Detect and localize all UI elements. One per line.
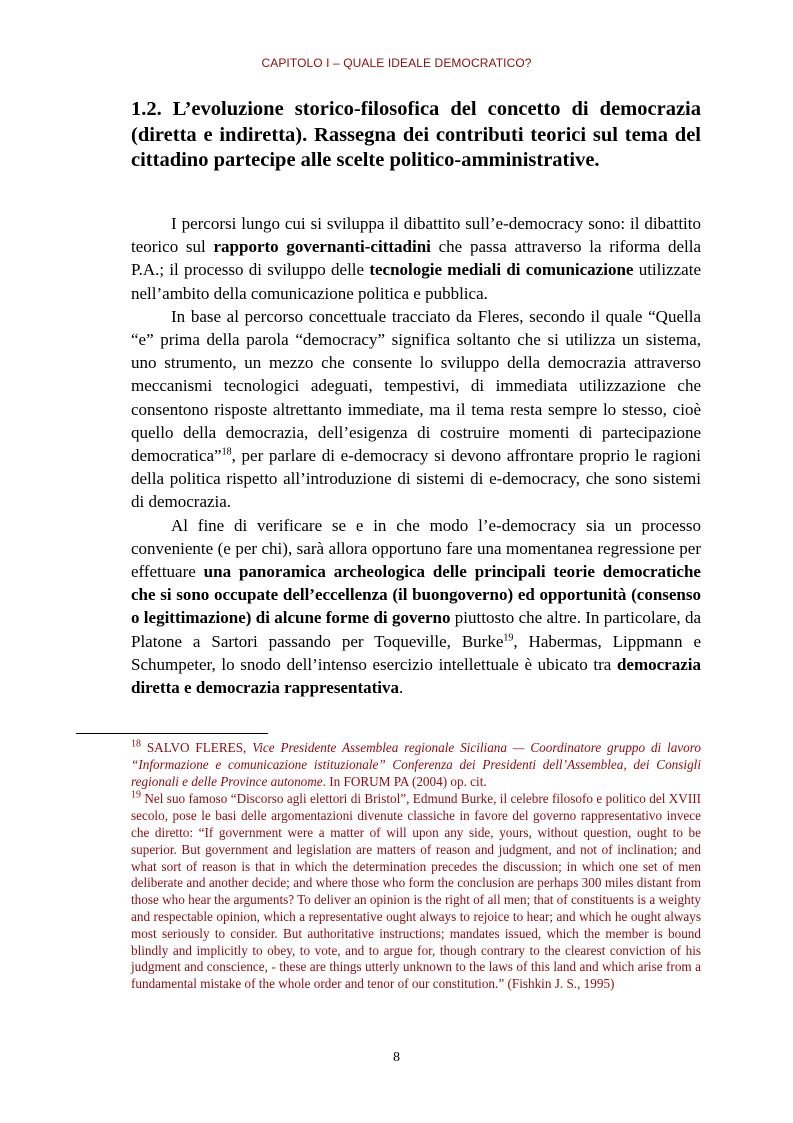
text-run: . In FORUM PA (2004) op. cit. xyxy=(322,773,487,789)
text-run: utilizzate nell’ambito della comunicazione politica e pubblica. xyxy=(131,260,701,303)
text-run: Nel suo famoso “Discorso agli elettori di Bristol”, Edmund Burke, il celebre filosofo e politico del XVIII secolo, pose le basi delle argomentazioni divenute classiche in favore del governo rappresentativo invece che diretto: “If government were a matter of will upon any side, yours, without question, ought to be superior. But government and legislation are matters of reason and judgment, and not of inclination; and what sort of reason is that in which the determination precedes the discussion; in which one set of men deliberate and another decide; and where those who form the conclusion are perhaps 300 miles distant from those who hear the arguments? To deliver an opinion is the right of all men; that of constituents is a weighty and respectable opinion, which a representative ought always to rejoice to hear; and which he ought always most seriously to consider. But authoritative instructions; mandates issued, which the member is bound blindly and implicitly to obey, to vote, and to argue for, though contrary to the clearest conviction of his judgment and conscience, - these are things utterly unknown to the laws of this land and which arise from a fundamental mistake of the whole order and tenor of our constitution.” (Fishkin J. S., 1995) xyxy=(131,791,701,992)
footnote-number: 18 xyxy=(131,738,141,750)
text-run: . xyxy=(399,678,404,698)
footnote-separator xyxy=(76,733,268,734)
bold-run: una panoramica archeologica delle principali teorie democratiche che si sono occupate dell’eccellenza (il buongoverno) ed opportunità (consenso o legittimazione) di alcune forme di governo xyxy=(131,562,701,628)
body-text xyxy=(131,212,701,699)
bold-run: democrazia diretta e democrazia rappresentativa xyxy=(131,654,701,698)
paragraph-1 xyxy=(131,212,701,305)
page-number: 8 xyxy=(393,1050,400,1065)
text-run: piuttosto che altre. In particolare, da Platone a Sartori passando per Toqueville, Burke xyxy=(131,608,701,651)
text-run: In base al percorso concettuale tracciato da Fleres, secondo il quale “Quella “e” prima della parola “democracy” significa soltanto che si utilizza un sistema, uno strumento, un mezzo che consente lo sviluppo della democrazia attraverso meccanismi tecnologici adeguati, tempestivi, di immediata utilizzazione che consentono risposte altrettanto immediate, ma il tema resta sempre lo stesso, cioè quello della democrazia, dell’esigenza di costruire momenti di partecipazione democratica” xyxy=(131,306,701,466)
text-run: che passa attraverso la riforma della P.A.; il processo di sviluppo delle xyxy=(131,237,701,280)
text-run: SALVO FLERES, xyxy=(141,740,253,755)
text-run: , Habermas, Lippmann e Schumpeter, lo snodo dell’intenso esercizio intellettuale è ubicato tra xyxy=(131,631,702,674)
paragraph-3 xyxy=(131,514,701,700)
bold-run: rapporto governanti-cittadini xyxy=(213,237,431,257)
footnote-ref-18[interactable]: 18 xyxy=(221,446,232,458)
paragraph-2 xyxy=(131,305,701,514)
footnote-19 xyxy=(131,791,701,993)
footnotes xyxy=(131,740,701,993)
footnote-number: 19 xyxy=(131,790,141,801)
footnote-18 xyxy=(131,740,701,790)
running-header: CAPITOLO I – QUALE IDEALE DEMOCRATICO? xyxy=(261,56,532,70)
italic-run: Vice Presidente Assemblea regionale Siciliana — Coordinatore gruppo di lavoro “Informazione e comunicazione istituzionale” Conferenza dei Presidenti dell’Assemblea, dei Consigli regionali e delle Province autonome xyxy=(131,740,701,789)
footnote-ref-19[interactable]: 19 xyxy=(503,632,514,643)
text-run: I percorsi lungo cui si sviluppa il dibattito sull’e-democracy sono: il dibattito teorico sul xyxy=(131,214,701,257)
text-run: , per parlare di e-democracy si devono affrontare proprio le ragioni della politica rispetto all’introduzione di sistemi di e-democracy, che sono sistemi di democrazia. xyxy=(131,446,701,512)
bold-run: tecnologie mediali di comunicazione xyxy=(369,260,634,280)
section-title: 1.2. L’evoluzione storico-filosofica del concetto di democrazia (diretta e indiretta). Rassegna dei contributi teorici sul tema del cittadino partecipe alle scelte politico-amministrative. xyxy=(131,98,701,171)
text-run: Al fine di verificare se e in che modo l’e-democracy sia un processo conveniente (e per chi), sarà allora opportuno fare una momentanea regressione per effettuare xyxy=(131,515,701,582)
